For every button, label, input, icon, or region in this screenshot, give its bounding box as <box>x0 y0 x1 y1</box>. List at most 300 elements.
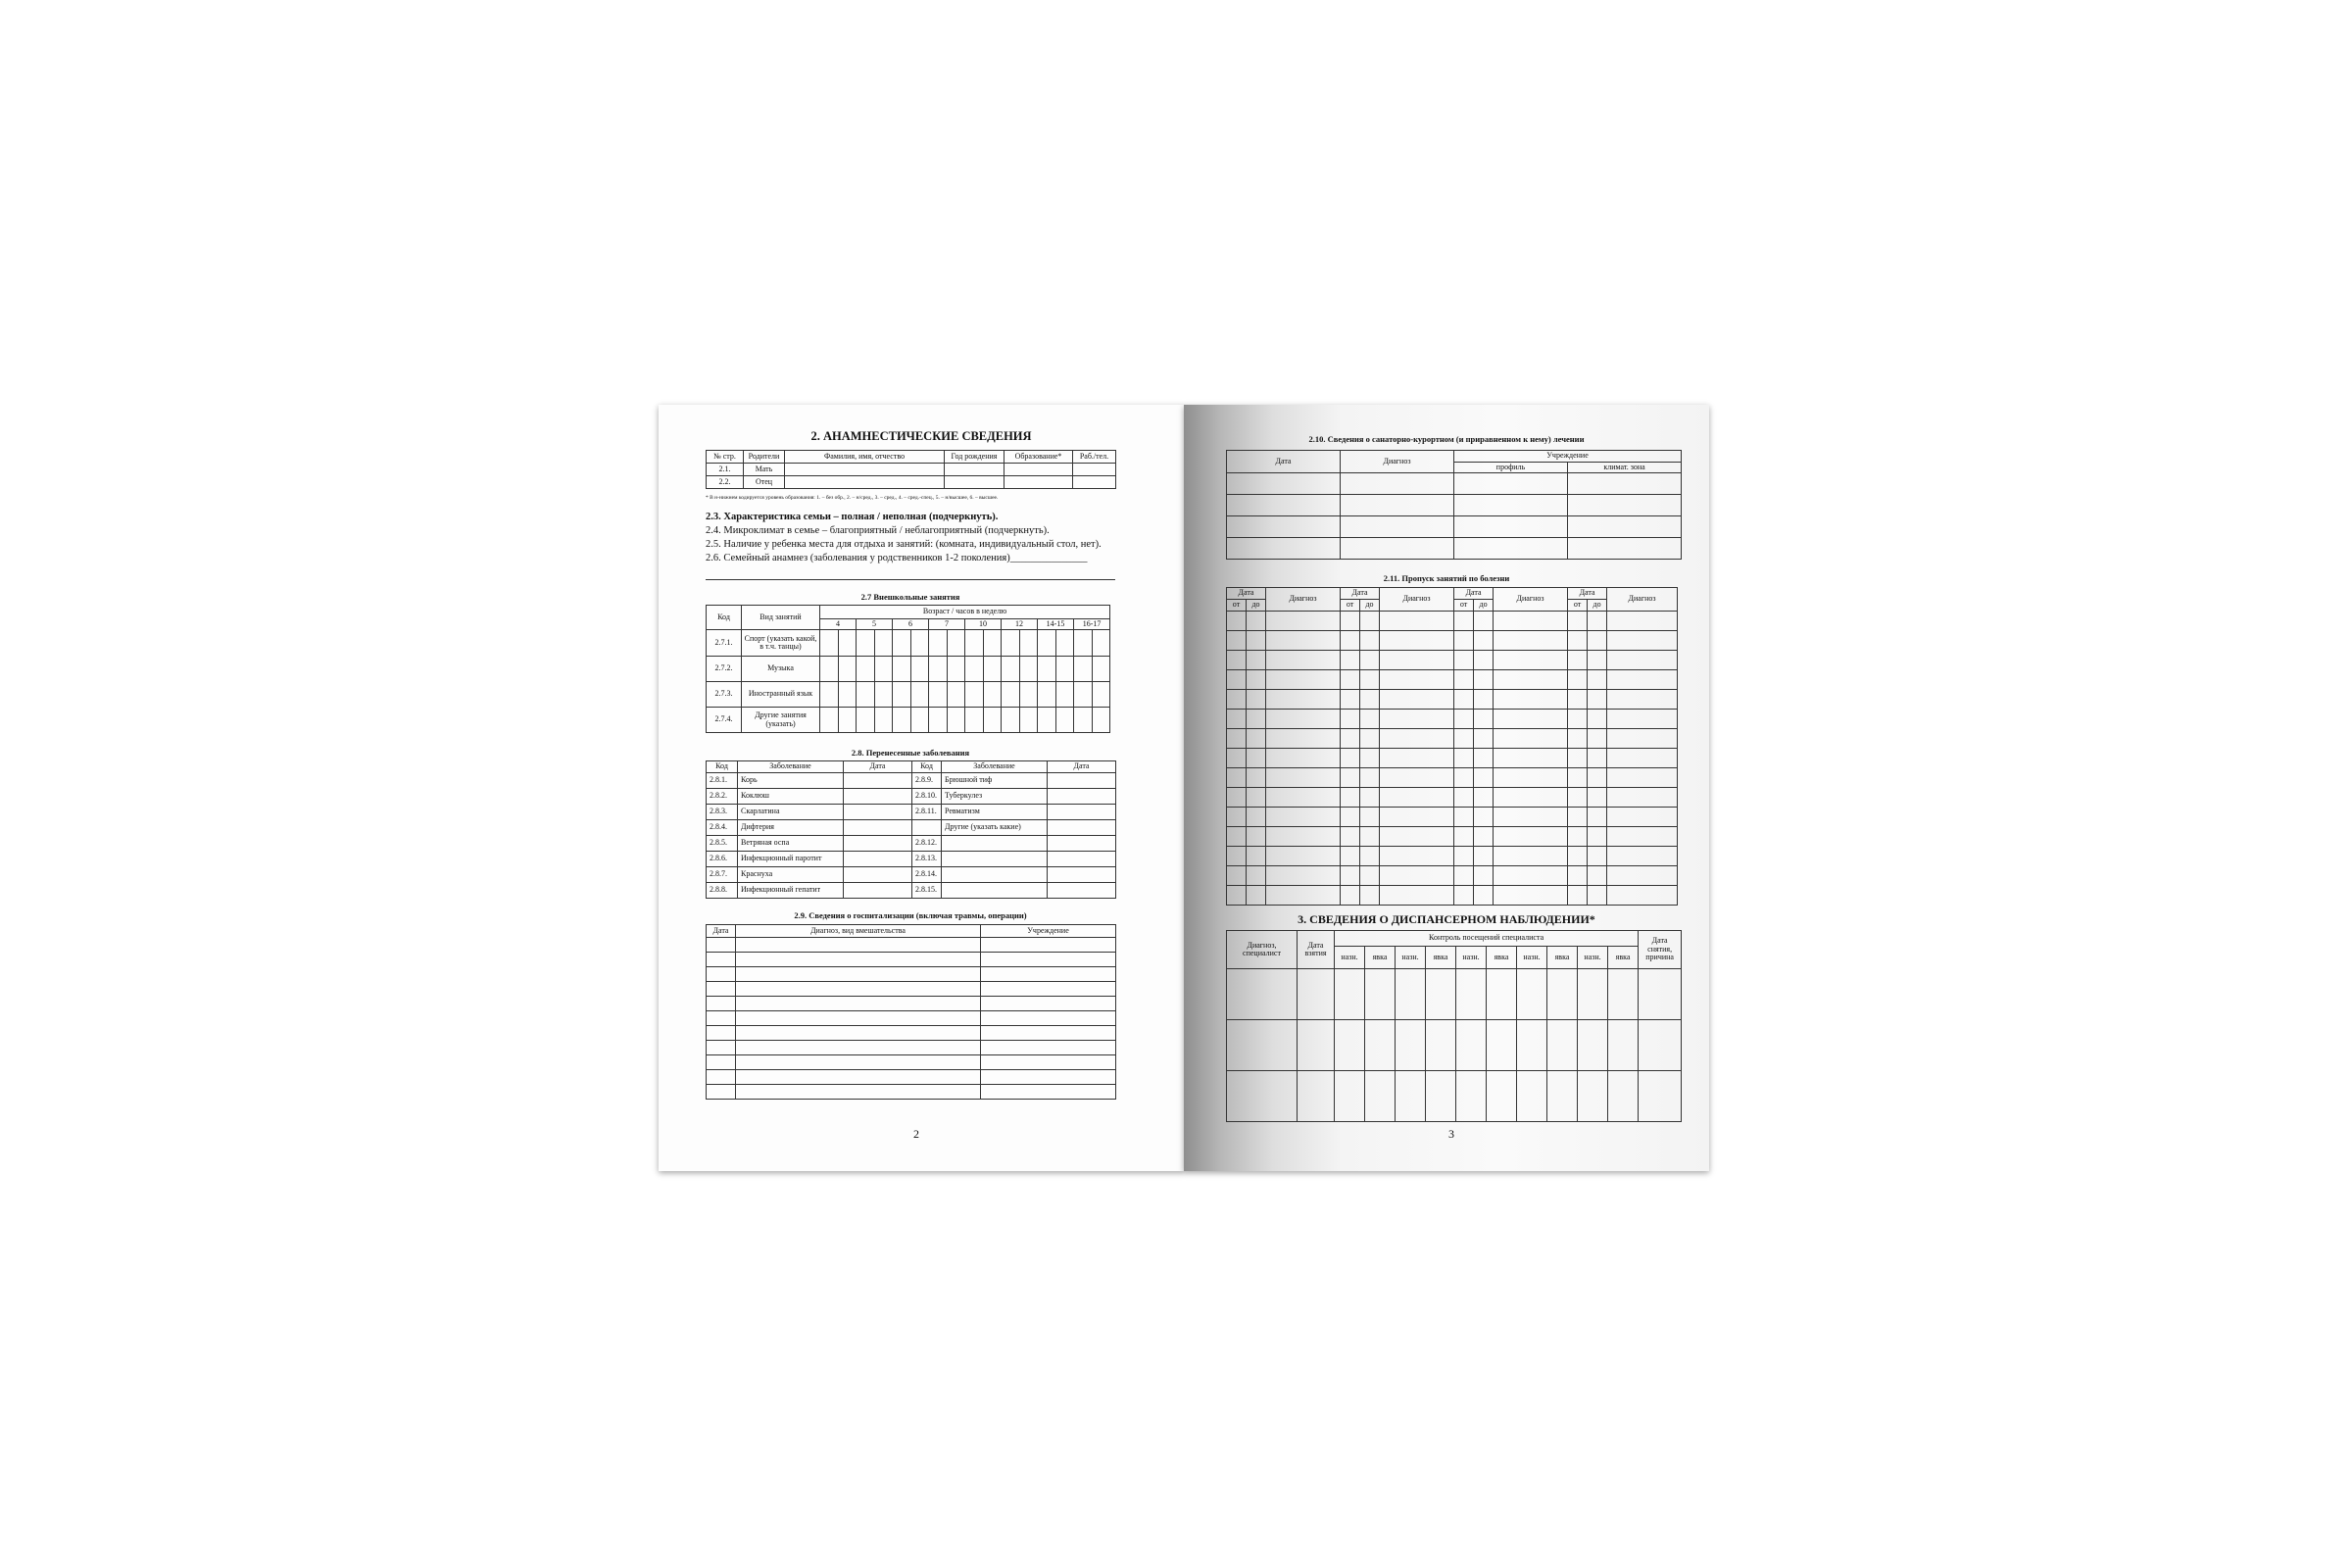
disease-date <box>844 773 912 789</box>
cell <box>1360 827 1380 847</box>
cell <box>736 967 981 982</box>
cell <box>1588 631 1607 651</box>
cell <box>707 1055 736 1070</box>
cell <box>839 630 857 657</box>
disease-name <box>942 836 1048 852</box>
table-row <box>707 682 1110 708</box>
cell <box>1380 612 1454 631</box>
cell <box>1227 651 1247 670</box>
cell <box>1568 710 1588 729</box>
table-row <box>1227 788 1678 808</box>
table-row <box>707 982 1116 997</box>
cell <box>1494 670 1568 690</box>
cell <box>1588 808 1607 827</box>
cell <box>1056 657 1074 682</box>
cell <box>1474 788 1494 808</box>
cell <box>948 630 965 657</box>
cell <box>911 708 929 733</box>
absence-table-wrap <box>1226 587 1678 906</box>
col-header-diagnosis: Диагноз <box>1607 588 1678 612</box>
cell <box>929 682 948 708</box>
col-header: Родители <box>744 451 785 464</box>
table-row <box>707 1085 1116 1100</box>
cell <box>1093 708 1110 733</box>
cell <box>1568 808 1588 827</box>
cell <box>1074 630 1093 657</box>
cell <box>707 967 736 982</box>
col-header-climate: климат. зона <box>1568 463 1682 473</box>
cell <box>1639 1020 1682 1071</box>
cell <box>1247 886 1266 906</box>
disease-name: Коклюш <box>738 789 844 805</box>
cell <box>736 1055 981 1070</box>
cell <box>1454 631 1474 651</box>
cell <box>1396 1020 1426 1071</box>
cell <box>1360 847 1380 866</box>
cell <box>1341 516 1454 538</box>
table-row <box>1227 1020 1682 1071</box>
col-header-to: до <box>1360 600 1380 612</box>
sanatorium-table <box>1226 450 1682 560</box>
cell <box>1454 651 1474 670</box>
col-header-from: от <box>1454 600 1474 612</box>
cell <box>1607 788 1678 808</box>
age-header: 6 <box>893 619 929 630</box>
cell <box>1487 1020 1517 1071</box>
diseases-title: 2.8. Перенесенные заболевания <box>851 748 970 758</box>
cell <box>1608 1020 1639 1071</box>
cell <box>1227 710 1247 729</box>
cell <box>1494 808 1568 827</box>
cell <box>1568 866 1588 886</box>
activity-code: 2.7.2. <box>707 657 742 682</box>
col-header-institution: Учреждение <box>1454 451 1682 463</box>
cell <box>857 708 875 733</box>
cell <box>1454 729 1474 749</box>
cell <box>984 657 1002 682</box>
table-row <box>707 1070 1116 1085</box>
cell <box>1227 612 1247 631</box>
cell <box>736 1041 981 1055</box>
cell <box>1494 768 1568 788</box>
table-row <box>1227 827 1678 847</box>
cell <box>1588 670 1607 690</box>
table-row <box>707 805 1116 820</box>
cell <box>1247 808 1266 827</box>
header-row <box>707 606 1110 619</box>
cell <box>1474 612 1494 631</box>
disease-name: Другие (указать какие) <box>942 820 1048 836</box>
disease-code: 2.8.7. <box>707 867 738 883</box>
cell <box>1454 847 1474 866</box>
cell <box>1038 657 1056 682</box>
col-header-diagnosis: Диагноз, специалист <box>1227 931 1298 969</box>
disease-name: Скарлатина <box>738 805 844 820</box>
cell <box>1578 1020 1608 1071</box>
col-header: Образование* <box>1004 451 1073 464</box>
col-header: Заболевание <box>738 761 844 773</box>
cell <box>1474 651 1494 670</box>
cell <box>875 657 893 682</box>
age-header: 16-17 <box>1074 619 1110 630</box>
cell <box>875 708 893 733</box>
cell <box>1588 886 1607 906</box>
cell <box>1494 710 1568 729</box>
hospitalization-table-wrap <box>706 924 1116 1100</box>
row-code: 2.1. <box>707 464 744 476</box>
cell <box>1454 538 1568 560</box>
activity-label: Другие занятия (указать) <box>742 708 820 733</box>
cell <box>1607 749 1678 768</box>
disease-name: Дифтерия <box>738 820 844 836</box>
cell <box>1568 612 1588 631</box>
cell <box>1474 768 1494 788</box>
table-row <box>707 789 1116 805</box>
cell <box>981 967 1116 982</box>
table-row <box>1227 1071 1682 1122</box>
cell <box>981 1011 1116 1026</box>
cell <box>948 682 965 708</box>
cell <box>1298 1020 1335 1071</box>
activity-code: 2.7.3. <box>707 682 742 708</box>
cell <box>1494 612 1568 631</box>
cell <box>1341 808 1360 827</box>
header-row <box>707 925 1116 938</box>
disease-name <box>942 867 1048 883</box>
col-header: Дата <box>707 925 736 938</box>
activity-label: Музыка <box>742 657 820 682</box>
cell <box>984 682 1002 708</box>
col-header-date: Дата <box>1227 451 1341 473</box>
col-header: № стр. <box>707 451 744 464</box>
table-row <box>1227 495 1682 516</box>
col-header-attended: явка <box>1547 947 1578 969</box>
cell <box>1380 631 1454 651</box>
cell <box>1494 749 1568 768</box>
cell <box>736 1026 981 1041</box>
col-header-scheduled: назн. <box>1517 947 1547 969</box>
cell <box>1056 682 1074 708</box>
cell <box>1487 969 1517 1020</box>
cell <box>1227 768 1247 788</box>
row-parent: Отец <box>744 476 785 489</box>
cell <box>1004 464 1073 476</box>
age-header: 10 <box>965 619 1002 630</box>
cell <box>1266 710 1341 729</box>
cell <box>1360 710 1380 729</box>
cell <box>707 1041 736 1055</box>
disease-code: 2.8.8. <box>707 883 738 899</box>
cell <box>1266 651 1341 670</box>
cell <box>707 1070 736 1085</box>
cell <box>1341 768 1360 788</box>
cell <box>1341 670 1360 690</box>
cell <box>1568 516 1682 538</box>
cell <box>1380 710 1454 729</box>
col-header: Заболевание <box>942 761 1048 773</box>
cell <box>1454 710 1474 729</box>
cell <box>1568 847 1588 866</box>
cell <box>1454 612 1474 631</box>
disease-name: Ветряная оспа <box>738 836 844 852</box>
cell <box>1247 827 1266 847</box>
col-header-diagnosis: Диагноз <box>1380 588 1454 612</box>
cell <box>1454 827 1474 847</box>
col-header-date: Дата <box>1227 588 1266 600</box>
disease-name: Инфекционный паротит <box>738 852 844 867</box>
disease-date <box>1048 773 1116 789</box>
col-header-type: Вид занятий <box>742 606 820 630</box>
cell <box>1266 670 1341 690</box>
cell <box>707 1026 736 1041</box>
col-header: Код <box>707 761 738 773</box>
disease-name <box>942 852 1048 867</box>
hospitalization-table <box>706 924 1116 1100</box>
disease-code: 2.8.15. <box>912 883 942 899</box>
cell <box>1380 827 1454 847</box>
col-header-attended: явка <box>1426 947 1456 969</box>
age-header: 5 <box>857 619 893 630</box>
cell <box>1568 768 1588 788</box>
table-row <box>1227 847 1678 866</box>
cell <box>1002 657 1020 682</box>
cell <box>1341 847 1360 866</box>
cell <box>1456 1020 1487 1071</box>
cell <box>1474 749 1494 768</box>
cell <box>820 630 839 657</box>
cell <box>1588 690 1607 710</box>
table-row <box>1227 749 1678 768</box>
disease-code: 2.8.12. <box>912 836 942 852</box>
header-row <box>1227 931 1682 947</box>
cell <box>1588 651 1607 670</box>
cell <box>1474 808 1494 827</box>
cell <box>1365 1071 1396 1122</box>
cell <box>1568 749 1588 768</box>
cell <box>981 938 1116 953</box>
cell <box>1341 612 1360 631</box>
cell <box>1335 969 1365 1020</box>
cell <box>1020 708 1038 733</box>
cell <box>1360 690 1380 710</box>
cell <box>1380 670 1454 690</box>
activity-label: Спорт (указать какой, в т.ч. танцы) <box>742 630 820 657</box>
cell <box>1247 670 1266 690</box>
cell <box>736 1085 981 1100</box>
cell <box>1547 1071 1578 1122</box>
cell <box>1227 538 1341 560</box>
col-header-control: Контроль посещений специалиста <box>1335 931 1639 947</box>
table-row <box>707 708 1110 733</box>
cell <box>1360 788 1380 808</box>
cell <box>1093 682 1110 708</box>
cell <box>1607 808 1678 827</box>
cell <box>1247 788 1266 808</box>
dispensary-table <box>1226 930 1682 1122</box>
col-header-to: до <box>1247 600 1266 612</box>
cell <box>1578 1071 1608 1122</box>
cell <box>1380 651 1454 670</box>
cell <box>984 708 1002 733</box>
cell <box>1494 788 1568 808</box>
cell <box>945 476 1004 489</box>
absence-table <box>1226 587 1678 906</box>
col-header-attended: явка <box>1608 947 1639 969</box>
cell <box>1454 516 1568 538</box>
cell <box>707 982 736 997</box>
cell <box>1341 690 1360 710</box>
cell <box>1494 866 1568 886</box>
disease-name: Ревматизм <box>942 805 1048 820</box>
row-code: 2.2. <box>707 476 744 489</box>
extracurricular-table-wrap <box>706 605 1110 733</box>
cell <box>875 630 893 657</box>
table-row <box>1227 538 1682 560</box>
underline-rule <box>706 579 1115 580</box>
cell <box>1227 827 1247 847</box>
cell <box>1588 847 1607 866</box>
col-header-to: до <box>1588 600 1607 612</box>
cell <box>1093 630 1110 657</box>
cell <box>929 657 948 682</box>
col-header-from: от <box>1341 600 1360 612</box>
cell <box>1227 866 1247 886</box>
cell <box>1360 670 1380 690</box>
table-row <box>1227 808 1678 827</box>
cell <box>1474 690 1494 710</box>
col-header: Код <box>912 761 942 773</box>
diseases-table-wrap <box>706 760 1116 899</box>
table-row <box>707 836 1116 852</box>
cell <box>1247 847 1266 866</box>
col-header-age: Возраст / часов в неделю <box>820 606 1110 619</box>
cell <box>1056 630 1074 657</box>
cell <box>929 708 948 733</box>
activity-label: Иностранный язык <box>742 682 820 708</box>
table-row <box>707 773 1116 789</box>
disease-code: 2.8.4. <box>707 820 738 836</box>
cell <box>1002 630 1020 657</box>
cell <box>1588 612 1607 631</box>
cell <box>893 657 911 682</box>
cell <box>1247 866 1266 886</box>
cell <box>1454 768 1474 788</box>
cell <box>1227 729 1247 749</box>
cell <box>1056 708 1074 733</box>
cell <box>1335 1020 1365 1071</box>
cell <box>1020 682 1038 708</box>
disease-date <box>844 805 912 820</box>
absence-title: 2.11. Пропуск занятий по болезни <box>1383 573 1510 583</box>
disease-code <box>912 820 942 836</box>
cell <box>1266 612 1341 631</box>
cell <box>1266 847 1341 866</box>
cell <box>1247 710 1266 729</box>
cell <box>1426 969 1456 1020</box>
cell <box>1454 749 1474 768</box>
table-row <box>707 953 1116 967</box>
cell <box>1487 1071 1517 1122</box>
cell <box>1474 631 1494 651</box>
cell <box>1038 708 1056 733</box>
table-row <box>1227 631 1678 651</box>
page-number-right: 3 <box>1448 1127 1454 1141</box>
col-header: Год рождения <box>945 451 1004 464</box>
cell <box>1474 886 1494 906</box>
table-row <box>707 967 1116 982</box>
cell <box>1341 473 1454 495</box>
cell <box>1547 1020 1578 1071</box>
cell <box>1607 827 1678 847</box>
cell <box>1568 538 1682 560</box>
age-header: 14-15 <box>1038 619 1074 630</box>
cell <box>1227 473 1341 495</box>
cell <box>1568 690 1588 710</box>
cell <box>1266 788 1341 808</box>
col-header: Диагноз, вид вмешательства <box>736 925 981 938</box>
col-header-diagnosis: Диагноз <box>1341 451 1454 473</box>
cell <box>1247 729 1266 749</box>
extracurricular-table <box>706 605 1110 733</box>
col-header: Учреждение <box>981 925 1116 938</box>
cell <box>736 1070 981 1085</box>
col-header-scheduled: назн. <box>1396 947 1426 969</box>
table-row <box>1227 473 1682 495</box>
disease-date <box>1048 836 1116 852</box>
cell <box>707 953 736 967</box>
cell <box>1004 476 1073 489</box>
cell <box>1568 729 1588 749</box>
cell <box>820 708 839 733</box>
table-row <box>707 867 1116 883</box>
cell <box>1568 886 1588 906</box>
cell <box>1298 969 1335 1020</box>
table-row <box>1227 651 1678 670</box>
cell <box>1227 516 1341 538</box>
disease-date <box>844 789 912 805</box>
microclimate-line: 2.4. Микроклимат в семье – благоприятный / неблагоприятный (подчеркнуть). <box>706 525 1050 536</box>
cell <box>1074 657 1093 682</box>
dispensary-table-wrap <box>1226 930 1682 1122</box>
table-row <box>1227 969 1682 1020</box>
disease-code: 2.8.14. <box>912 867 942 883</box>
cell <box>1365 1020 1396 1071</box>
disease-date <box>1048 883 1116 899</box>
cell <box>1639 1071 1682 1122</box>
disease-name: Инфекционный гепатит <box>738 883 844 899</box>
cell <box>1341 788 1360 808</box>
cell <box>1607 729 1678 749</box>
cell <box>1607 768 1678 788</box>
disease-code: 2.8.10. <box>912 789 942 805</box>
cell <box>1073 476 1116 489</box>
cell <box>707 997 736 1011</box>
cell <box>984 630 1002 657</box>
cell <box>1380 768 1454 788</box>
disease-name <box>942 883 1048 899</box>
cell <box>1227 495 1341 516</box>
cell <box>1380 788 1454 808</box>
disease-date <box>1048 789 1116 805</box>
cell <box>820 657 839 682</box>
cell <box>839 657 857 682</box>
cell <box>1426 1071 1456 1122</box>
cell <box>839 682 857 708</box>
cell <box>1227 969 1298 1020</box>
diseases-table <box>706 760 1116 899</box>
disease-name: Корь <box>738 773 844 789</box>
col-header-taken: Дата взятия <box>1298 931 1335 969</box>
